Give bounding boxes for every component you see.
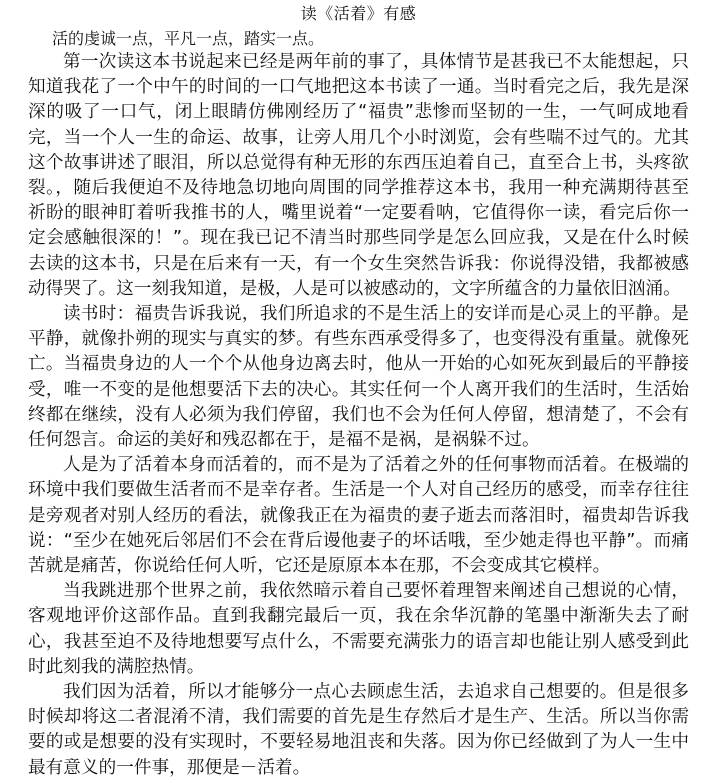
paragraph-4: 当我跳进那个世界之前，我依然暗示着自己要怀着理智来阐述自己想说的心情，客观地评价这部作品。直到我翻完最后一页，我在余华沉静的笔墨中渐渐失去了耐心，我甚至迫不及待地想要写点什么，不需要充满张力的语言却也能让别人感受到此时此刻我的满腔热情。 xyxy=(28,581,689,677)
intro-line: 活的虔诚一点，平凡一点，踏实一点。 xyxy=(52,29,325,48)
paragraph-3: 人是为了活着本身而活着的，而不是为了活着之外的任何事物而活着。在极端的环境中我们要做生活者而不是幸存者。生活是一个人对自己经历的感受，而幸存往往是旁观者对别人经历的看法，就像我正在为福贵的妻子逝去而落泪时，福贵却告诉我说：“至少在她死后邻居们不会在背后谩他妻子的坏话哦，至少她走得也平静”。而痛苦就是痛苦，你说给任何人听，它还是原原本本在那，不会变成其它模样。 xyxy=(28,455,689,577)
paragraph-2: 读书时：福贵告诉我说，我们所追求的不是生活上的安详而是心灵上的平静。是平静，就像扑朔的现实与真实的梦。有些东西承受得多了，也变得没有重量。就像死亡。当福贵身边的人一个个从他身边离去时，他从一开始的心如死灰到最后的平静接受，唯一不变的是他想要活下去的决心。其实任何一个人离开我们的生活时，生活始终都在继续，没有人必须为我们停留，我们也不会为任何人停留，想清楚了，不会有任何怨言。命运的美好和残忍都在于，是福不是祸，是祸躲不过。 xyxy=(28,304,689,451)
paragraph-5: 我们因为活着，所以才能够分一点心去顾虑生活，去追求自己想要的。但是很多时候却将这二者混淆不清，我们需要的首先是生存然后才是生产、生活。所以当你需要的或是想要的没有实现时，不要轻易地沮丧和失落。因为你已经做到了为人一生中最有意义的一件事，那便是－活着。 xyxy=(28,682,689,778)
paragraph-1: 第一次读这本书说起来已经是两年前的事了，具体情节是甚我已不太能想起，只知道我花了一个中午的时间的一口气地把这本书读了一通。当时看完之后，我先是深深的吸了一口气，闭上眼睛仿佛刚经历了“福贵”悲惨而坚韧的一生，一气呵成地看完，当一个人一生的命运、故事，让旁人用几个小时浏览，会有些喘不过气的。尤其这个故事讲述了眼泪，所以总觉得有种无形的东西压迫着自己，直至合上书，头疼欲裂。，随后我便迫不及待地急切地向周围的同学推荐这本书，我用一种充满期待甚至祈盼的眼神盯着听我推书的人，嘴里说着“一定要看呐，它值得你一读，看完后你一定会感触很深的！”。现在我已记不清当时那些同学是怎么回应我，又是在什么时候去读的这本书，只是在后来有一天，有一个女生突然告诉我：你说得没错，我都被感动得哭了。这一刻我知道，是极，人是可以被感动的，文字所蕴含的力量依旧汹涌。 xyxy=(28,52,689,299)
document-title: 读《活着》有感 xyxy=(300,4,417,23)
